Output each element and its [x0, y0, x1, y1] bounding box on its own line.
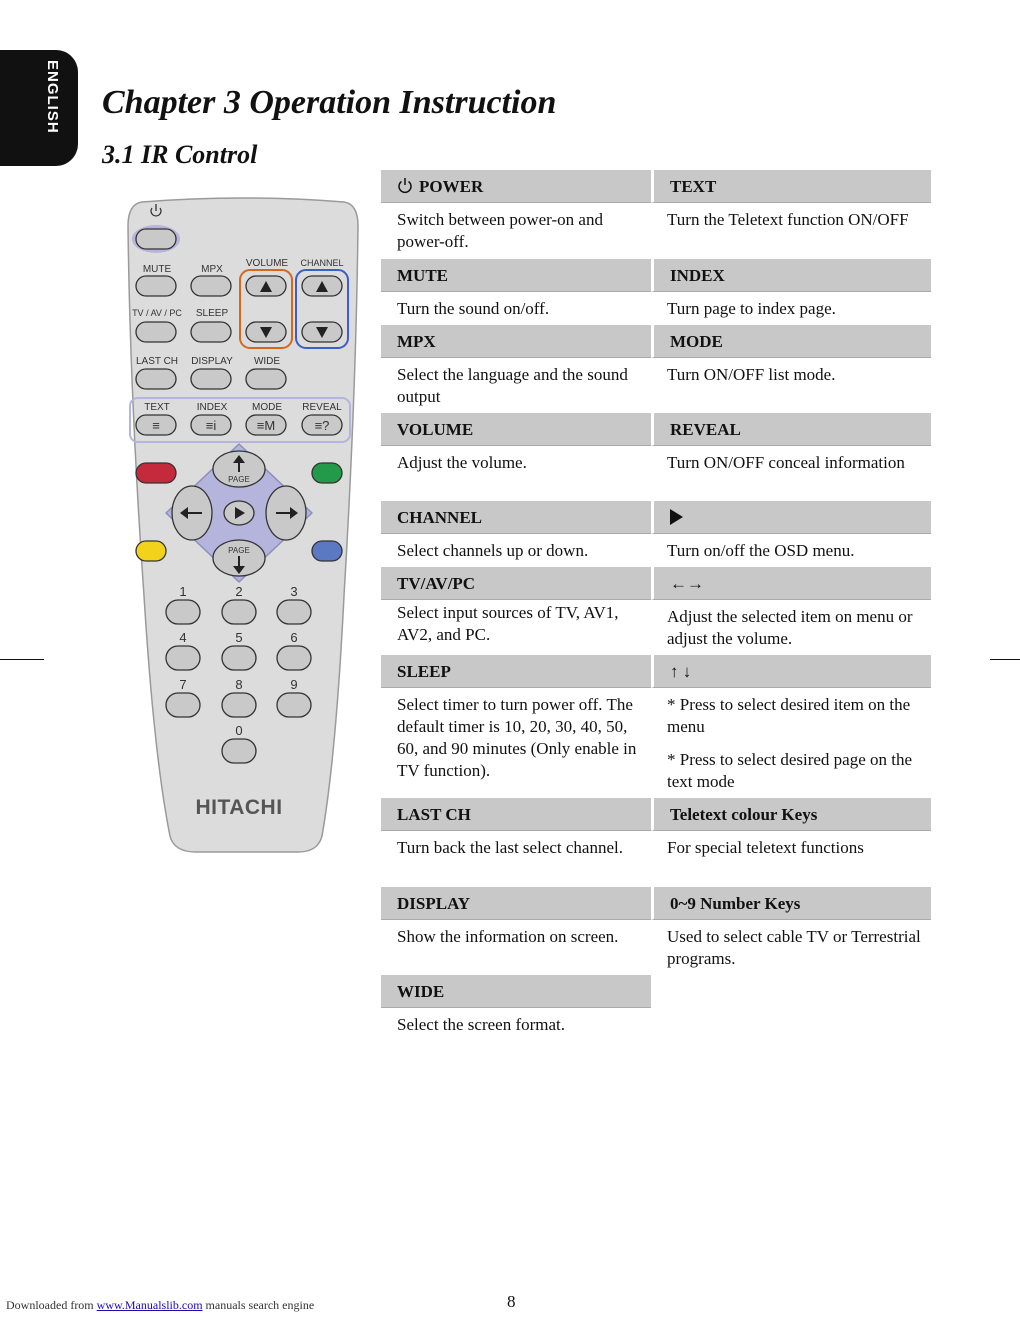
remote-digit-6: 6: [290, 630, 298, 645]
svg-text:≡?: ≡?: [314, 418, 330, 433]
power-desc: Switch between power-on and power-off.: [397, 210, 603, 251]
number-keys-desc: Used to select cable TV or Terrestrial programs.: [667, 927, 921, 968]
remote-digit-3: 3: [290, 584, 298, 599]
mute-header: MUTE: [381, 259, 651, 292]
remote-label-page-down: PAGE: [228, 546, 250, 555]
lastch-desc: Turn back the last select channel.: [397, 838, 623, 857]
mode-desc: Turn ON/OFF list mode.: [667, 365, 836, 384]
remote-mute-key: [136, 276, 176, 296]
power-header: POWER: [381, 170, 651, 203]
remote-red-key: [136, 463, 176, 483]
remote-green-key: [312, 463, 342, 483]
remote-mpx-key: [191, 276, 231, 296]
up-down-desc: [651, 688, 931, 798]
remote-digit-5: 5: [235, 630, 243, 645]
wide-desc: Select the screen format.: [397, 1015, 566, 1034]
remote-label-display: DISPLAY: [191, 356, 233, 367]
volume-header: VOLUME: [381, 413, 651, 446]
text-desc: Turn the Teletext function ON/OFF: [667, 210, 909, 229]
left-right-desc: Adjust the selected item on menu or adjust the volume.: [667, 607, 913, 648]
remote-key-8: [222, 693, 256, 717]
remote-digit-2: 2: [235, 584, 243, 599]
lastch-header: LAST CH: [381, 798, 651, 831]
remote-label-mpx: MPX: [201, 264, 223, 275]
reveal-header: REVEAL: [651, 413, 931, 446]
function-table: [381, 170, 931, 1048]
power-icon: [397, 177, 413, 194]
left-right-header: ←→: [651, 567, 931, 600]
wide-header: WIDE: [381, 975, 651, 1008]
sleep-desc: Select timer to turn power off. The default timer is 10, 20, 30, 40, 50, 60, and 90 minutes (Only enable in TV function).: [397, 695, 637, 780]
remote-display-key: [191, 369, 231, 389]
remote-key-9: [277, 693, 311, 717]
remote-sleep-key: [191, 322, 231, 342]
remote-label-wide: WIDE: [253, 356, 281, 367]
mpx-desc: Select the language and the sound output: [397, 365, 628, 406]
index-desc: Turn page to index page.: [667, 299, 836, 318]
index-header: INDEX: [651, 259, 931, 292]
left-trim-mark: [0, 659, 44, 660]
sleep-header: SLEEP: [381, 655, 651, 688]
mode-header: MODE: [651, 325, 931, 358]
remote-key-0: [222, 739, 256, 763]
up-down-desc-1: * Press to select desired item on the menu: [667, 695, 911, 736]
display-header: DISPLAY: [381, 887, 651, 920]
remote-label-mode: MODE: [252, 402, 282, 413]
number-keys-header: 0~9 Number Keys: [651, 887, 931, 920]
remote-key-6: [277, 646, 311, 670]
page-number: 8: [507, 1292, 516, 1311]
channel-header: CHANNEL: [381, 501, 651, 534]
language-tab-label: ENGLISH: [44, 60, 61, 134]
tvavpc-desc: Select input sources of TV, AV1, AV2, and PC.: [397, 603, 619, 644]
remote-label-page-up: PAGE: [228, 475, 250, 484]
remote-key-4: [166, 646, 200, 670]
reveal-desc: Turn ON/OFF conceal information: [667, 453, 905, 472]
teletext-colour-header: Teletext colour Keys: [651, 798, 931, 831]
remote-label-text: TEXT: [144, 402, 170, 413]
remote-power-key[interactable]: [136, 229, 176, 249]
remote-label-channel: CHANNEL: [300, 258, 344, 268]
remote-digit-4: 4: [179, 630, 187, 645]
svg-text:≡M: ≡M: [256, 418, 276, 433]
svg-text:≡: ≡: [152, 418, 160, 433]
volume-desc: Adjust the volume.: [397, 453, 527, 472]
remote-digit-9: 9: [290, 677, 298, 692]
mpx-header: MPX: [381, 325, 651, 358]
remote-label-sleep: SLEEP: [195, 308, 229, 319]
display-desc: Show the information on screen.: [397, 927, 619, 946]
mute-desc: Turn the sound on/off.: [397, 299, 550, 318]
right-trim-mark: [990, 659, 1020, 660]
remote-blue-key: [312, 541, 342, 561]
channel-desc: Select channels up or down.: [397, 541, 589, 560]
remote-control: [118, 196, 368, 858]
menu-header: [651, 501, 931, 534]
remote-label-volume: VOLUME: [245, 258, 289, 269]
remote-key-5: [222, 646, 256, 670]
download-footer: Downloaded from www.Manualslib.com manuals search engine: [6, 1298, 315, 1312]
remote-digit-0: 0: [235, 723, 243, 738]
remote-digit-1: 1: [179, 584, 187, 599]
text-header: TEXT: [651, 170, 931, 203]
remote-label-tvavpc: TV / AV / PC: [132, 308, 182, 318]
tvavpc-header: TV/AV/PC: [381, 567, 651, 600]
remote-lastch-key: [136, 369, 176, 389]
language-tab: [0, 50, 78, 166]
section-title: 3.1 IR Control: [102, 140, 258, 169]
remote-key-1: [166, 600, 200, 624]
remote-label-index: INDEX: [196, 402, 228, 413]
remote-tvavpc-key: [136, 322, 176, 342]
remote-key-2: [222, 600, 256, 624]
up-down-desc-2: * Press to select desired page on the text mode: [667, 750, 913, 791]
remote-yellow-key: [136, 541, 166, 561]
remote-label-mute: MUTE: [142, 264, 172, 275]
menu-play-icon: [670, 509, 683, 525]
svg-text:≡i: ≡i: [205, 418, 217, 433]
remote-digit-7: 7: [179, 677, 187, 692]
blank-header: [651, 975, 931, 1008]
teletext-colour-desc: For special teletext functions: [667, 838, 864, 857]
blank-desc: [651, 1008, 931, 1048]
up-down-header: ↑ ↓: [651, 655, 931, 688]
chapter-title: Chapter 3 Operation Instruction: [102, 84, 557, 121]
remote-key-3: [277, 600, 311, 624]
remote-wide-key: [246, 369, 286, 389]
remote-digit-8: 8: [235, 677, 243, 692]
remote-label-reveal: REVEAL: [302, 402, 342, 413]
remote-key-7: [166, 693, 200, 717]
manualslib-link[interactable]: www.Manualslib.com: [96, 1298, 203, 1312]
menu-desc: Turn on/off the OSD menu.: [667, 541, 855, 560]
remote-label-lastch: LAST CH: [135, 356, 179, 367]
remote-brand-logo: HITACHI: [195, 796, 283, 819]
